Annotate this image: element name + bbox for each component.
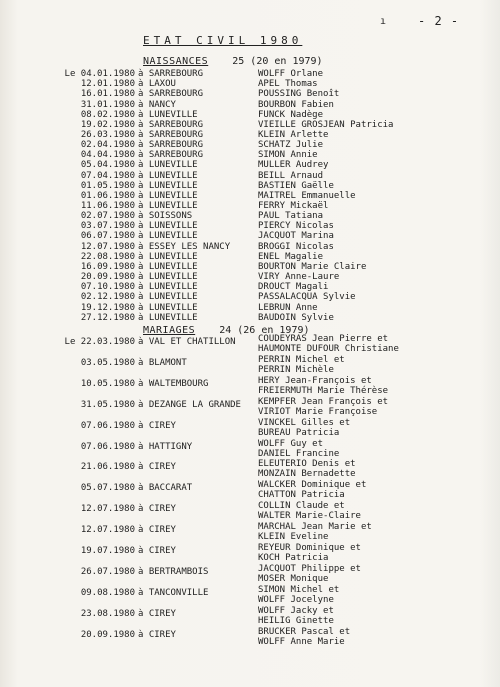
birth-place: à LUNEVILLE: [138, 190, 198, 201]
marriage-date: 12.07.1980: [80, 525, 135, 536]
marriage-row: [0, 438, 500, 463]
birth-date: 02.07.1980: [80, 211, 135, 222]
birth-name: ENEL Magalie: [258, 251, 324, 262]
marriage-date: 26.07.1980: [80, 566, 135, 577]
marriage-spouse-2: KOCH Patricia: [258, 553, 329, 563]
marriage-date: 12.07.1980: [80, 504, 135, 515]
birth-name: APEL Thomas: [258, 79, 318, 90]
marriage-row: [0, 354, 500, 379]
birth-name: PIERCY Nicolas: [258, 221, 334, 232]
birth-date: 31.01.1980: [80, 99, 135, 110]
birth-date: 08.02.1980: [80, 109, 135, 120]
birth-date: 02.12.1980: [80, 292, 135, 303]
birth-date: 19.12.1980: [80, 302, 135, 313]
naissances-heading-block: [143, 56, 323, 67]
marriage-spouse-2: HEILIG Ginette: [258, 615, 334, 626]
birth-name: MULLER Audrey: [258, 160, 329, 171]
marriage-date: 07.06.1980: [80, 441, 135, 452]
marriage-place: à CIREY: [138, 629, 176, 640]
birth-place: à LUNEVILLE: [138, 292, 198, 303]
marriage-place: à HATTIGNY: [138, 441, 193, 452]
marriage-spouse-1: ELEUTERIO Denis et: [258, 459, 356, 470]
marriage-spouse-2: WALTER Marie-Claire: [258, 511, 361, 522]
marriage-date: 21.06.1980: [80, 462, 135, 473]
marriage-spouse-2: HAUMONTE DUFOUR Christiane: [258, 344, 399, 354]
birth-date: 12.07.1980: [80, 241, 135, 252]
birth-name: DROUCT Magali: [258, 282, 329, 293]
marriage-spouse-2: CHATTON Patricia: [258, 490, 345, 501]
marriage-row: [0, 543, 500, 567]
marriage-date: 10.05.1980: [80, 378, 135, 389]
marriage-row: [0, 480, 500, 504]
birth-name: WOLFF Orlane: [258, 69, 324, 79]
birth-place: à LUNEVILLE: [138, 261, 198, 272]
marriage-spouse-1: BRUCKER Pascal et: [258, 626, 351, 637]
marriage-row: [0, 375, 500, 400]
marriage-place: à WALTEMBOURG: [138, 378, 209, 389]
birth-date: 20.09.1980: [80, 272, 135, 282]
birth-place: à LAXOU: [138, 79, 176, 90]
marriage-spouse-2: PERRIN Michèle: [258, 364, 334, 375]
marriage-row: [0, 501, 500, 525]
marriage-row: [0, 396, 500, 421]
birth-place: à LUNEVILLE: [138, 272, 198, 282]
birth-name: PASSALACQUA Sylvie: [258, 292, 356, 303]
corner-mark: ı: [380, 16, 387, 27]
marriage-row: [0, 626, 500, 651]
birth-date: 22.08.1980: [80, 251, 135, 262]
marriage-place: à CIREY: [138, 462, 176, 473]
birth-date: 01.06.1980: [80, 190, 135, 201]
birth-name: SIMON Annie: [258, 150, 318, 161]
mariages-count: 24 (26 en 1979): [219, 325, 310, 336]
marriage-spouse-2: KLEIN Eveline: [258, 532, 329, 543]
marriage-row: [0, 522, 500, 546]
birth-name: MAITREL Emmanuelle: [258, 190, 356, 201]
birth-name: FERRY Mickaël: [258, 201, 329, 211]
marriage-date: 09.08.1980: [80, 587, 135, 598]
page-title: ETAT CIVIL 1980: [143, 34, 303, 47]
marriage-spouse-1: HERY Jean-François et: [258, 375, 372, 386]
birth-name: BOURTON Marie Claire: [258, 261, 367, 272]
birth-place: à LUNEVILLE: [138, 312, 198, 323]
birth-name: BROGGI Nicolas: [258, 241, 334, 252]
birth-name: VIRY Anne-Laure: [258, 272, 340, 282]
marriage-spouse-1: PERRIN Michel et: [258, 354, 345, 365]
birth-name: JACQUOT Marina: [258, 231, 334, 242]
marriage-row: [0, 417, 500, 442]
birth-place: à SARREBOURG: [138, 69, 204, 79]
birth-name: BASTIEN Gaëlle: [258, 180, 334, 191]
marriage-spouse-2: BUREAU Patricia: [258, 427, 340, 438]
birth-date: 01.05.1980: [80, 180, 135, 191]
naissances-count: 25 (20 en 1979): [232, 56, 323, 67]
birth-place: à LUNEVILLE: [138, 231, 198, 242]
birth-place: à LUNEVILLE: [138, 251, 198, 262]
marriage-date: 03.05.1980: [80, 357, 135, 368]
birth-place: à LUNEVILLE: [138, 170, 198, 181]
birth-place: à SOISSONS: [138, 211, 193, 222]
naissances-heading: NAISSANCES: [143, 56, 209, 67]
marriage-place: à BACCARAT: [138, 483, 193, 494]
marriage-date: 20.09.1980: [80, 629, 135, 640]
marriage-place: à TANCONVILLE: [138, 587, 209, 598]
marriage-spouse-2: FREIERMUTH Marie Thérèse: [258, 385, 389, 396]
birth-date: 03.07.1980: [80, 221, 135, 232]
marriage-spouse-1: WALCKER Dominique et: [258, 480, 367, 491]
birth-place: à LUNEVILLE: [138, 282, 198, 293]
marriage-place: à CIREY: [138, 420, 176, 431]
marriage-spouse-2: VIRIOT Marie Françoise: [258, 406, 378, 417]
birth-name: BEILL Arnaud: [258, 170, 324, 181]
marriage-spouse-1: JACQUOT Philippe et: [258, 563, 361, 574]
marriage-row: [0, 584, 500, 609]
birth-date: 02.04.1980: [80, 140, 135, 151]
birth-date: 04.04.1980: [80, 150, 135, 161]
birth-date: 19.02.1980: [80, 119, 135, 130]
marriage-spouse-1: COLLIN Claude et: [258, 501, 345, 512]
birth-date: 16.01.1980: [80, 89, 135, 100]
marriage-spouse-2: WOLFF Jocelyne: [258, 594, 334, 605]
birth-place: à SARREBOURG: [138, 140, 204, 151]
marriage-place: à CIREY: [138, 525, 176, 536]
birth-name: BAUDOIN Sylvie: [258, 312, 334, 323]
mariages-heading: MARIAGES: [143, 325, 196, 336]
marriage-row: [0, 459, 500, 483]
marriage-date: 19.07.1980: [80, 546, 135, 556]
marriage-date: 07.06.1980: [80, 420, 135, 431]
birth-name: VIEILLE GROSJEAN Patricia: [258, 119, 394, 130]
marriage-spouse-1: WOLFF Guy et: [258, 438, 324, 449]
birth-name: KLEIN Arlette: [258, 129, 329, 140]
marriage-date: 05.07.1980: [80, 483, 135, 494]
birth-date: 05.04.1980: [80, 160, 135, 171]
birth-name: POUSSING Benoît: [258, 89, 340, 100]
birth-name: LEBRUN Anne: [258, 302, 318, 313]
birth-date: 16.09.1980: [80, 261, 135, 272]
marriage-spouse-1: COUDEYRAS Jean Pierre et: [258, 334, 389, 344]
marriage-place: à CIREY: [138, 546, 176, 556]
marriage-spouse-2: MOSER Monique: [258, 573, 329, 584]
birth-date: 26.03.1980: [80, 129, 135, 140]
birth-row: [0, 313, 500, 324]
birth-place: à LUNEVILLE: [138, 180, 198, 191]
marriage-row: [0, 605, 500, 630]
marriage-spouse-1: KEMPFER Jean François et: [258, 396, 389, 407]
birth-place: à LUNEVILLE: [138, 201, 198, 211]
marriage-spouse-2: MONZAIN Bernadette: [258, 469, 356, 480]
page-number: - 2 -: [418, 14, 460, 28]
marriage-date: Le 22.03.1980: [64, 337, 135, 347]
marriage-spouse-2: DANIEL Francine: [258, 448, 340, 459]
marriage-spouse-1: VINCKEL Gilles et: [258, 417, 351, 428]
marriage-place: à CIREY: [138, 608, 176, 619]
birth-name: SCHATZ Julie: [258, 140, 324, 151]
birth-date: 07.04.1980: [80, 170, 135, 181]
marriage-place: à VAL ET CHATILLON: [138, 337, 236, 347]
birth-date: 06.07.1980: [80, 231, 135, 242]
birth-place: à LUNEVILLE: [138, 221, 198, 232]
birth-date: 12.01.1980: [80, 79, 135, 90]
marriage-date: 23.08.1980: [80, 608, 135, 619]
birth-place: à SARREBOURG: [138, 119, 204, 130]
marriage-row: [0, 334, 500, 358]
birth-date: 07.10.1980: [80, 282, 135, 293]
birth-name: FUNCK Nadège: [258, 109, 324, 120]
marriage-spouse-1: REYEUR Dominique et: [258, 543, 361, 553]
marriage-date: 31.05.1980: [80, 399, 135, 410]
marriage-spouse-1: SIMON Michel et: [258, 584, 340, 595]
marriage-place: à CIREY: [138, 504, 176, 515]
birth-place: à LUNEVILLE: [138, 160, 198, 171]
marriage-place: à BLAMONT: [138, 357, 187, 368]
birth-date: Le 04.01.1980: [64, 69, 135, 79]
birth-place: à SARREBOURG: [138, 89, 204, 100]
birth-place: à LUNEVILLE: [138, 302, 198, 313]
birth-place: à SARREBOURG: [138, 129, 204, 140]
marriage-row: [0, 563, 500, 588]
marriage-spouse-2: WOLFF Anne Marie: [258, 636, 345, 647]
birth-place: à SARREBOURG: [138, 150, 204, 161]
birth-name: BOURBON Fabien: [258, 99, 334, 110]
birth-place: à ESSEY LES NANCY: [138, 241, 231, 252]
birth-place: à NANCY: [138, 99, 176, 110]
birth-date: 27.12.1980: [80, 312, 135, 323]
birth-place: à LUNEVILLE: [138, 109, 198, 120]
marriage-place: à BERTRAMBOIS: [138, 566, 209, 577]
birth-date: 11.06.1980: [80, 201, 135, 211]
marriage-spouse-1: MARCHAL Jean Marie et: [258, 522, 372, 533]
marriage-place: à DEZANGE LA GRANDE: [138, 399, 241, 410]
marriage-spouse-1: WOLFF Jacky et: [258, 605, 334, 616]
birth-name: PAUL Tatiana: [258, 211, 324, 222]
